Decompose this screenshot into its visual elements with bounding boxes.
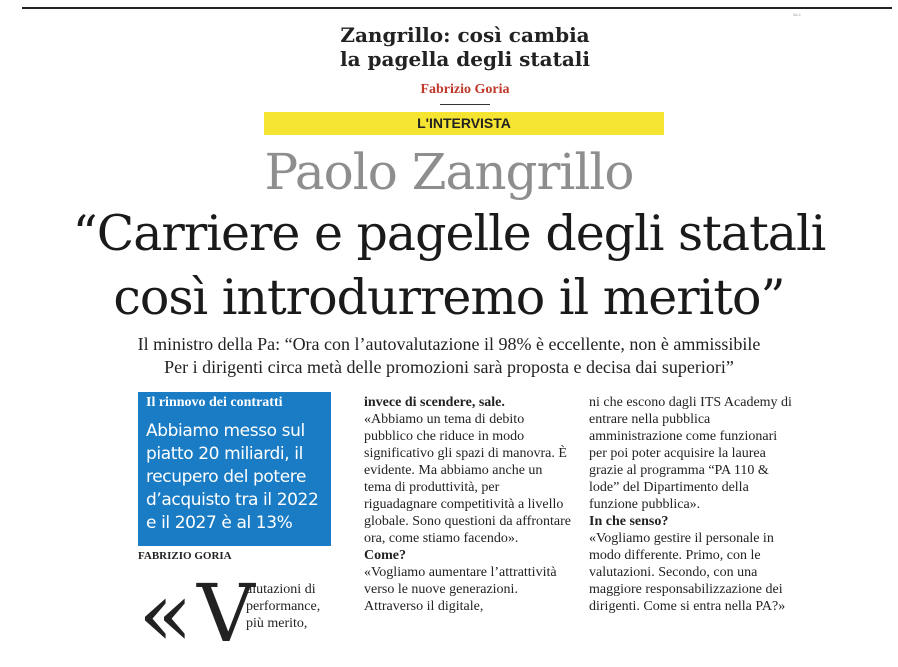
answer-paragraph: «Vogliamo aumentare l’attrattività verso le nuove generazioni. Attraverso il digitale, bbox=[364, 565, 557, 614]
subheadline-line1: Il ministro della Pa: “Ora con l’autovalutazione il 98% è eccellente, non è ammissibile bbox=[137, 334, 761, 354]
article-column-2 bbox=[364, 394, 572, 615]
article-column-3 bbox=[589, 394, 795, 615]
question-paragraph: invece di scendere, sale. bbox=[364, 395, 505, 410]
top-rule bbox=[22, 7, 892, 9]
box-byline: FABRIZIO GORIA bbox=[138, 550, 232, 562]
question-paragraph: In che senso? bbox=[589, 514, 669, 529]
interviewee-name: Paolo Zangrillo bbox=[264, 143, 634, 201]
teaser-byline: Fabrizio Goria bbox=[420, 82, 510, 97]
question-paragraph: Come? bbox=[364, 548, 406, 563]
page-number: 3a-1 bbox=[793, 12, 802, 17]
teaser-title-line1: Zangrillo: così cambia bbox=[340, 23, 590, 47]
dropcap-letter: V bbox=[197, 567, 255, 660]
answer-paragraph: «Abbiamo un tema di debito pubblico che riduce in modo significativo gli spazi di manovra. È evidente. Ma abbiamo anche un tema di produttività, per riguadagnare competitività a livello globale. Sono questioni da affrontare ora, come stiamo facendo». bbox=[364, 412, 571, 546]
teaser-title-line2: la pagella degli statali bbox=[340, 47, 590, 71]
box-title: Il rinnovo dei contratti bbox=[146, 395, 283, 410]
box-text: Abbiamo messo sul piatto 20 miliardi, il recupero del potere d’acquisto tra il 2022 e il 2027 è al 13% bbox=[146, 421, 319, 533]
section-kicker: L'INTERVISTA bbox=[264, 112, 664, 135]
headline-line1: “Carriere e pagelle degli statali bbox=[72, 205, 826, 262]
opening-quote-mark: « bbox=[138, 562, 194, 667]
answer-paragraph: «Vogliamo gestire il personale in modo differente. Primo, con le valutazioni. Secondo, con una maggiore responsabilizzazione dei dirigenti. Come si entra nella PA?» bbox=[589, 531, 786, 614]
subheadline-line2: Per i dirigenti circa metà delle promozioni sarà proposta e decisa dai superiori” bbox=[164, 357, 734, 377]
highlight-box bbox=[138, 392, 331, 546]
separator-rule bbox=[440, 104, 490, 105]
article-column-1: alutazioni di performance, più merito, bbox=[246, 582, 321, 631]
headline-line2: così introdurremo il merito” bbox=[113, 269, 785, 326]
answer-paragraph: ni che escono dagli ITS Academy di entrare nella pubblica amministrazione come funzionari per poi poter acquisire la laurea grazie al programma “PA 110 & lode” del Dipartimento della funzione pubblica». bbox=[589, 395, 792, 512]
